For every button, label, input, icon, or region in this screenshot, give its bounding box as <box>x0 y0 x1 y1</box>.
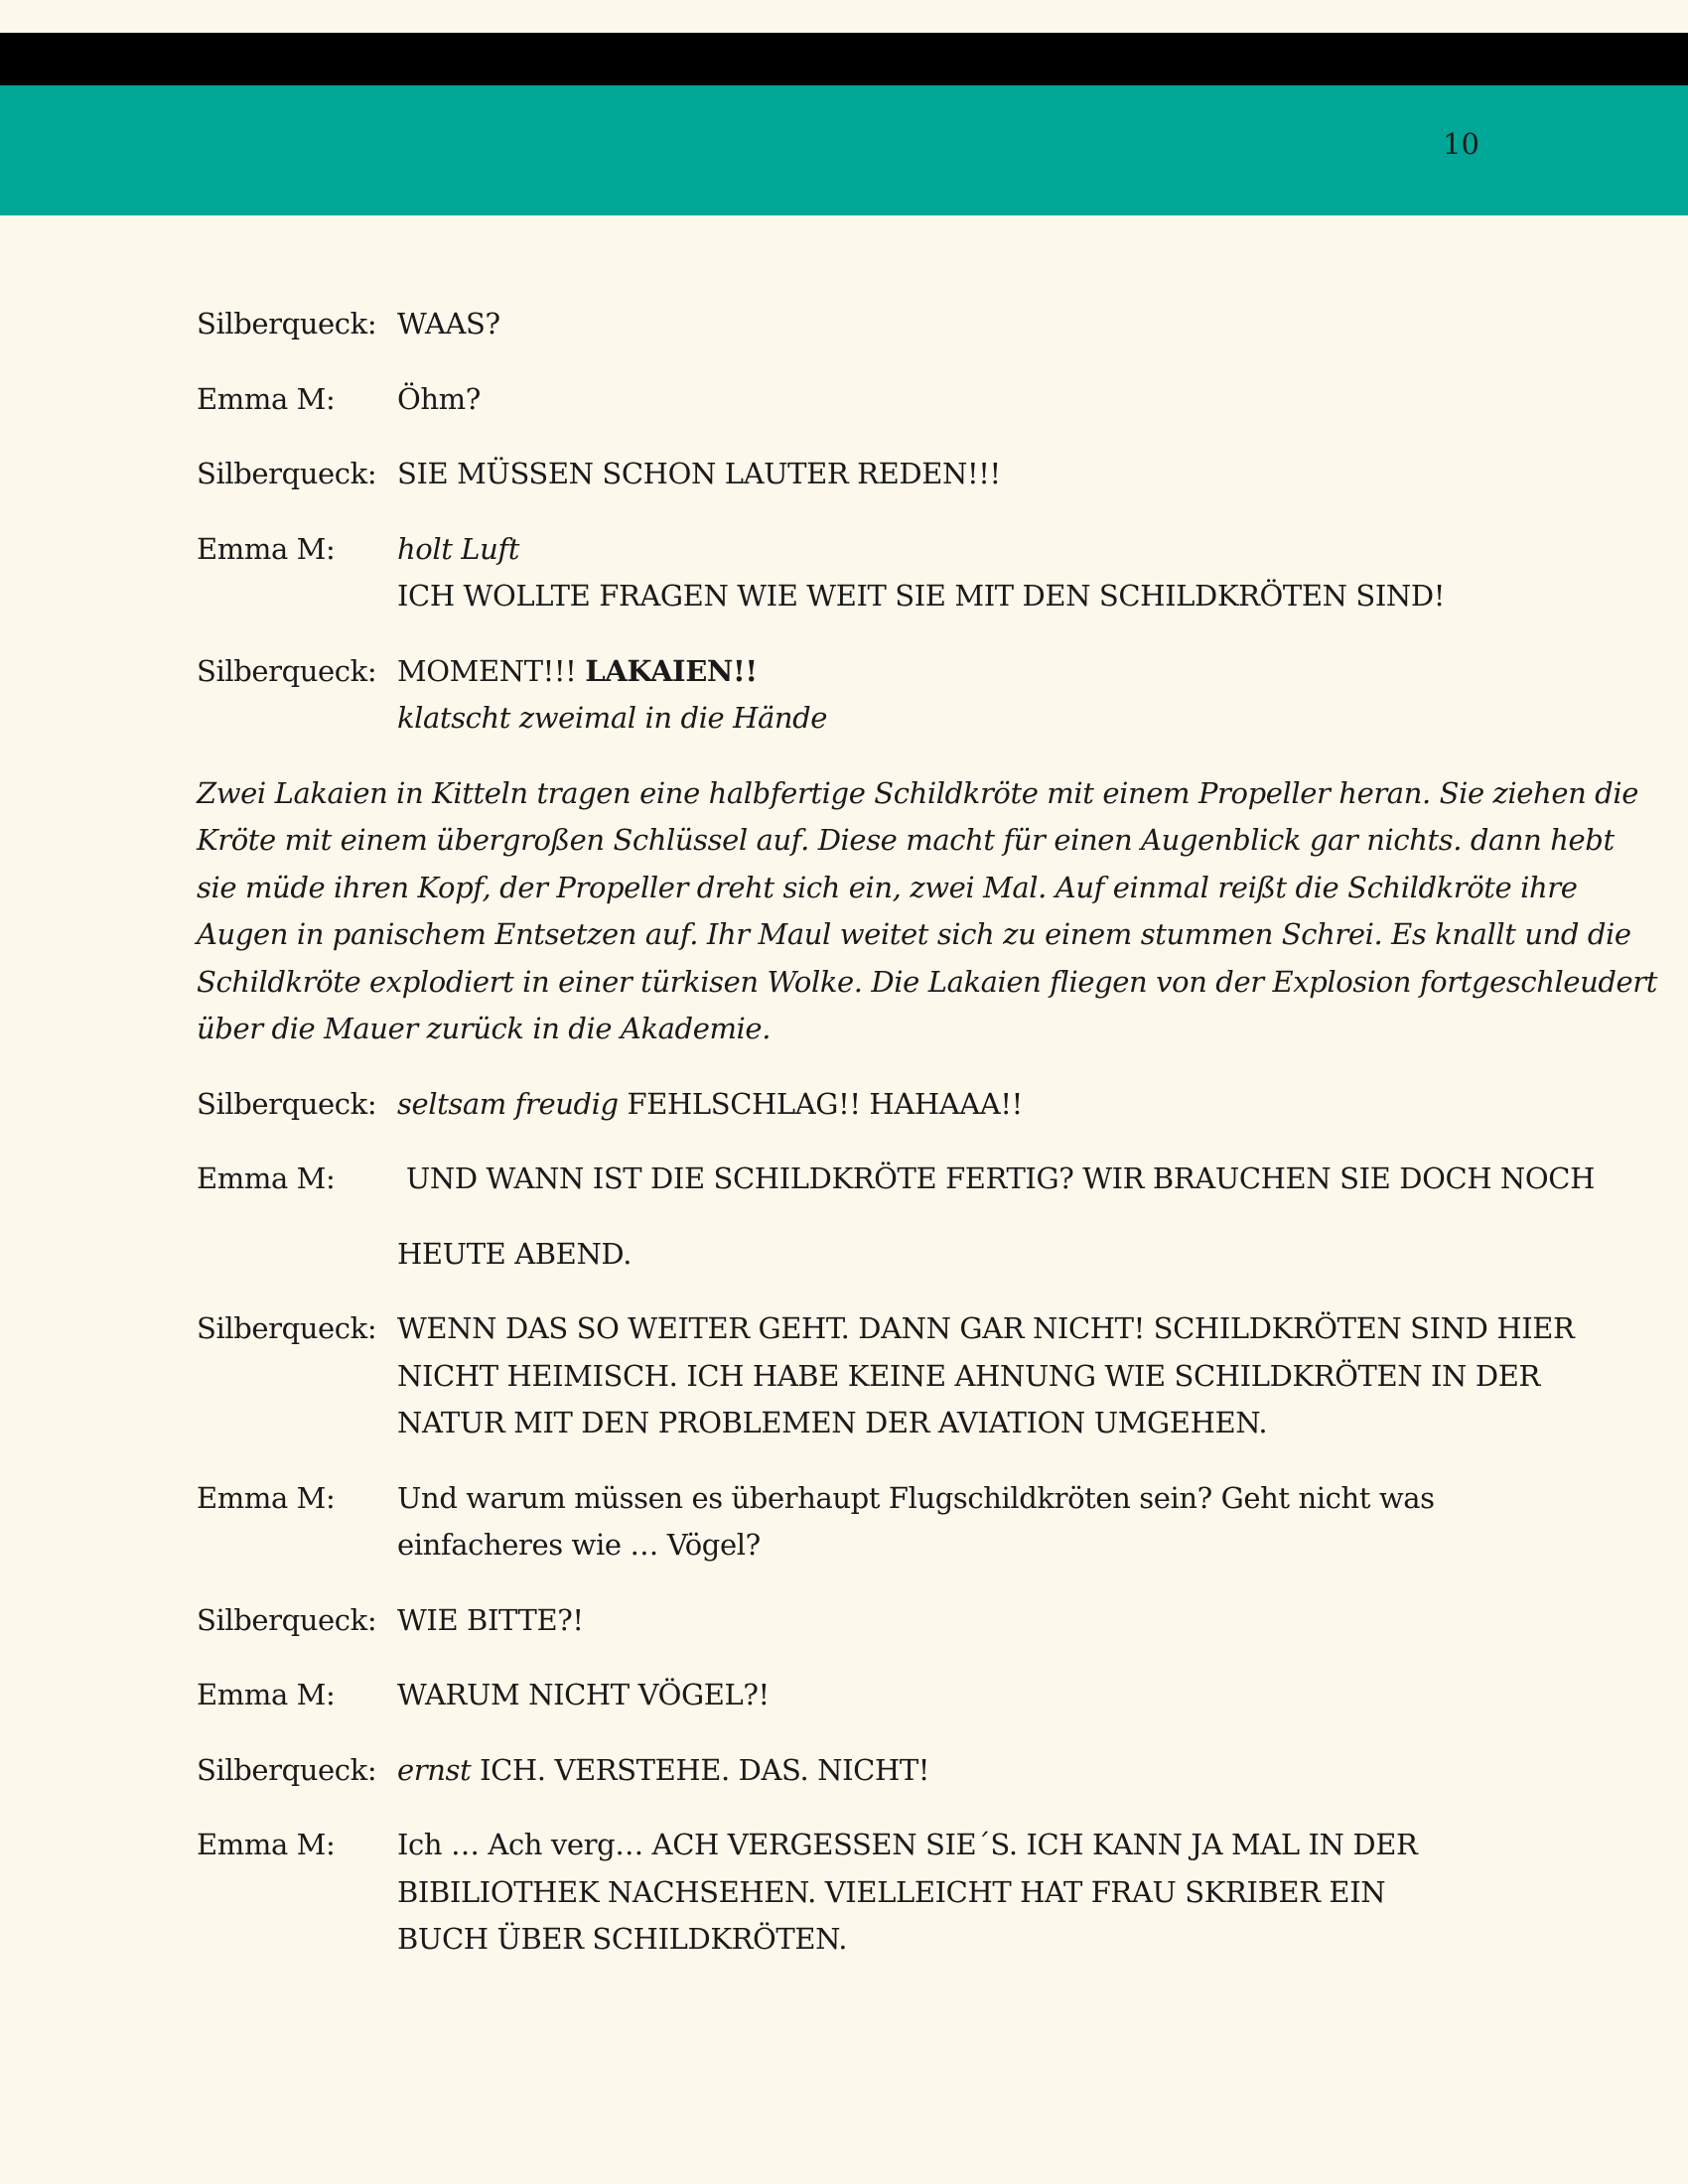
dialogue-line <box>197 1156 1595 1278</box>
header-band <box>0 85 1688 215</box>
speaker-name: Emma M: <box>197 381 336 416</box>
dialogue-text <box>397 1822 1497 1964</box>
dialogue-text-line: HEUTE ABEND. <box>397 1236 633 1271</box>
page-number: 10 <box>1443 127 1479 161</box>
dialogue-text-line <box>397 1747 1497 1795</box>
dialogue-text <box>397 451 1497 498</box>
dialogue-text-line: Und warum müssen es überhaupt Flugschildkröten sein? Geht nicht was <box>397 1480 1435 1515</box>
dialogue-text-line <box>397 1081 1497 1129</box>
stage-direction-line: Zwei Lakaien in Kitteln tragen eine halbfertige Schildkröte mit einem Propeller heran. Sie ziehen die <box>197 775 1638 810</box>
stage-direction-block <box>197 770 1658 1053</box>
dialogue-text <box>397 1156 1595 1278</box>
dialogue-text <box>397 376 1497 424</box>
dialogue-text <box>397 1672 1497 1719</box>
speaker-name: Silberqueck: <box>197 1602 377 1637</box>
dialogue-text-line: BUCH ÜBER SCHILDKRÖTEN. <box>397 1922 848 1956</box>
dialogue-text <box>397 526 1497 620</box>
dialogue-text-line: Ich … Ach verg… ACH VERGESSEN SIE´S. ICH KANN JA MAL IN DER <box>397 1828 1418 1861</box>
speaker-name: Silberqueck: <box>197 457 377 490</box>
emphasis-text: LAKAIEN!! <box>585 653 758 688</box>
dialogue-line <box>197 1672 1497 1719</box>
dialogue-line <box>197 1597 1497 1645</box>
dialogue-text <box>397 1747 1497 1795</box>
dialogue-text-line: ICH WOLLTE FRAGEN WIE WEIT SIE MIT DEN SCHILDKRÖTEN SIND! <box>397 579 1446 613</box>
dialogue-line <box>197 301 1497 348</box>
dialogue-text-line: SIE MÜSSEN SCHON LAUTER REDEN!!! <box>397 457 1001 490</box>
dialogue-line <box>197 1822 1497 1964</box>
dialogue-text-line <box>397 648 1497 696</box>
speaker-name: Emma M: <box>197 1480 336 1515</box>
dialogue-text <box>397 1597 1497 1645</box>
dialogue-line <box>197 376 1497 424</box>
dialogue-text-line: WAAS? <box>397 307 500 341</box>
speaker-name: Emma M: <box>197 1828 336 1861</box>
dialogue-line <box>197 526 1497 620</box>
dialogue-text <box>397 1475 1497 1570</box>
speaker-name: Silberqueck: <box>197 1752 377 1787</box>
speaker-name: Emma M: <box>197 531 336 566</box>
stage-direction-line: Augen in panischem Entsetzen auf. Ihr Maul weitet sich zu einem stummen Schrei. Es knallt und die <box>197 917 1631 951</box>
dialogue-line <box>197 648 1497 743</box>
speaker-name: Emma M: <box>197 1161 336 1195</box>
speaker-name: Silberqueck: <box>197 307 377 341</box>
speaker-name: Silberqueck: <box>197 1086 377 1121</box>
dialogue-text-part: ICH. VERSTEHE. DAS. NICHT! <box>471 1752 930 1787</box>
dialogue-text-line: WIE BITTE?! <box>397 1602 584 1637</box>
dialogue-text-line: BIBILIOTHEK NACHSEHEN. VIELLEICHT HAT FRAU SKRIBER EIN <box>397 1874 1386 1909</box>
dialogue-text-line: NATUR MIT DEN PROBLEMEN DER AVIATION UMGEHEN. <box>397 1406 1268 1439</box>
speaker-name: Emma M: <box>197 1678 336 1711</box>
stage-direction-line: Kröte mit einem übergroßen Schlüssel auf. Diese macht für einen Augenblick gar nichts. dann hebt <box>197 823 1615 857</box>
dialogue-text-line: WENN DAS SO WEITER GEHT. DANN GAR NICHT! SCHILDKRÖTEN SIND HIER <box>397 1311 1575 1345</box>
dialogue-line <box>197 1747 1497 1795</box>
dialogue-text-part: MOMENT!!! <box>397 653 586 688</box>
stage-direction-inline: seltsam freudig <box>397 1086 619 1121</box>
dialogue-text-line: UND WANN IST DIE SCHILDKRÖTE FERTIG? WIR BRAUCHEN SIE DOCH NOCH <box>397 1161 1595 1195</box>
stage-direction-inline: ernst <box>397 1752 472 1787</box>
stage-direction-line: sie müde ihren Kopf, der Propeller dreht sich ein, zwei Mal. Auf einmal reißt die Schildkröte ihre <box>197 870 1578 904</box>
dialogue-text-line: NICHT HEIMISCH. ICH HABE KEINE AHNUNG WIE SCHILDKRÖTEN IN DER <box>397 1358 1540 1393</box>
dialogue-text-line: einfacheres wie … Vögel? <box>397 1528 761 1562</box>
stage-direction-line: über die Mauer zurück in die Akademie. <box>197 1012 772 1045</box>
dialogue-text-part: FEHLSCHLAG!! HAHAAA!! <box>618 1086 1023 1121</box>
dialogue-line <box>197 1475 1497 1570</box>
top-black-bar <box>0 33 1688 85</box>
stage-direction-line: Schildkröte explodiert in einer türkisen Wolke. Die Lakaien fliegen von der Explosion fortgeschleudert <box>197 964 1658 999</box>
speaker-name: Silberqueck: <box>197 1311 377 1345</box>
dialogue-line <box>197 1305 1575 1447</box>
script-body <box>197 301 1658 1991</box>
stage-direction-inline: klatscht zweimal in die Hände <box>397 701 828 735</box>
stage-direction-inline: holt Luft <box>397 531 520 566</box>
dialogue-text <box>397 648 1497 743</box>
dialogue-text-line: WARUM NICHT VÖGEL?! <box>397 1678 770 1711</box>
dialogue-text <box>397 301 1497 348</box>
dialogue-text-line: Öhm? <box>397 381 481 416</box>
dialogue-line <box>197 451 1497 498</box>
speaker-name: Silberqueck: <box>197 653 377 688</box>
dialogue-text <box>397 1305 1574 1447</box>
dialogue-text <box>397 1081 1497 1129</box>
dialogue-line <box>197 1081 1497 1129</box>
